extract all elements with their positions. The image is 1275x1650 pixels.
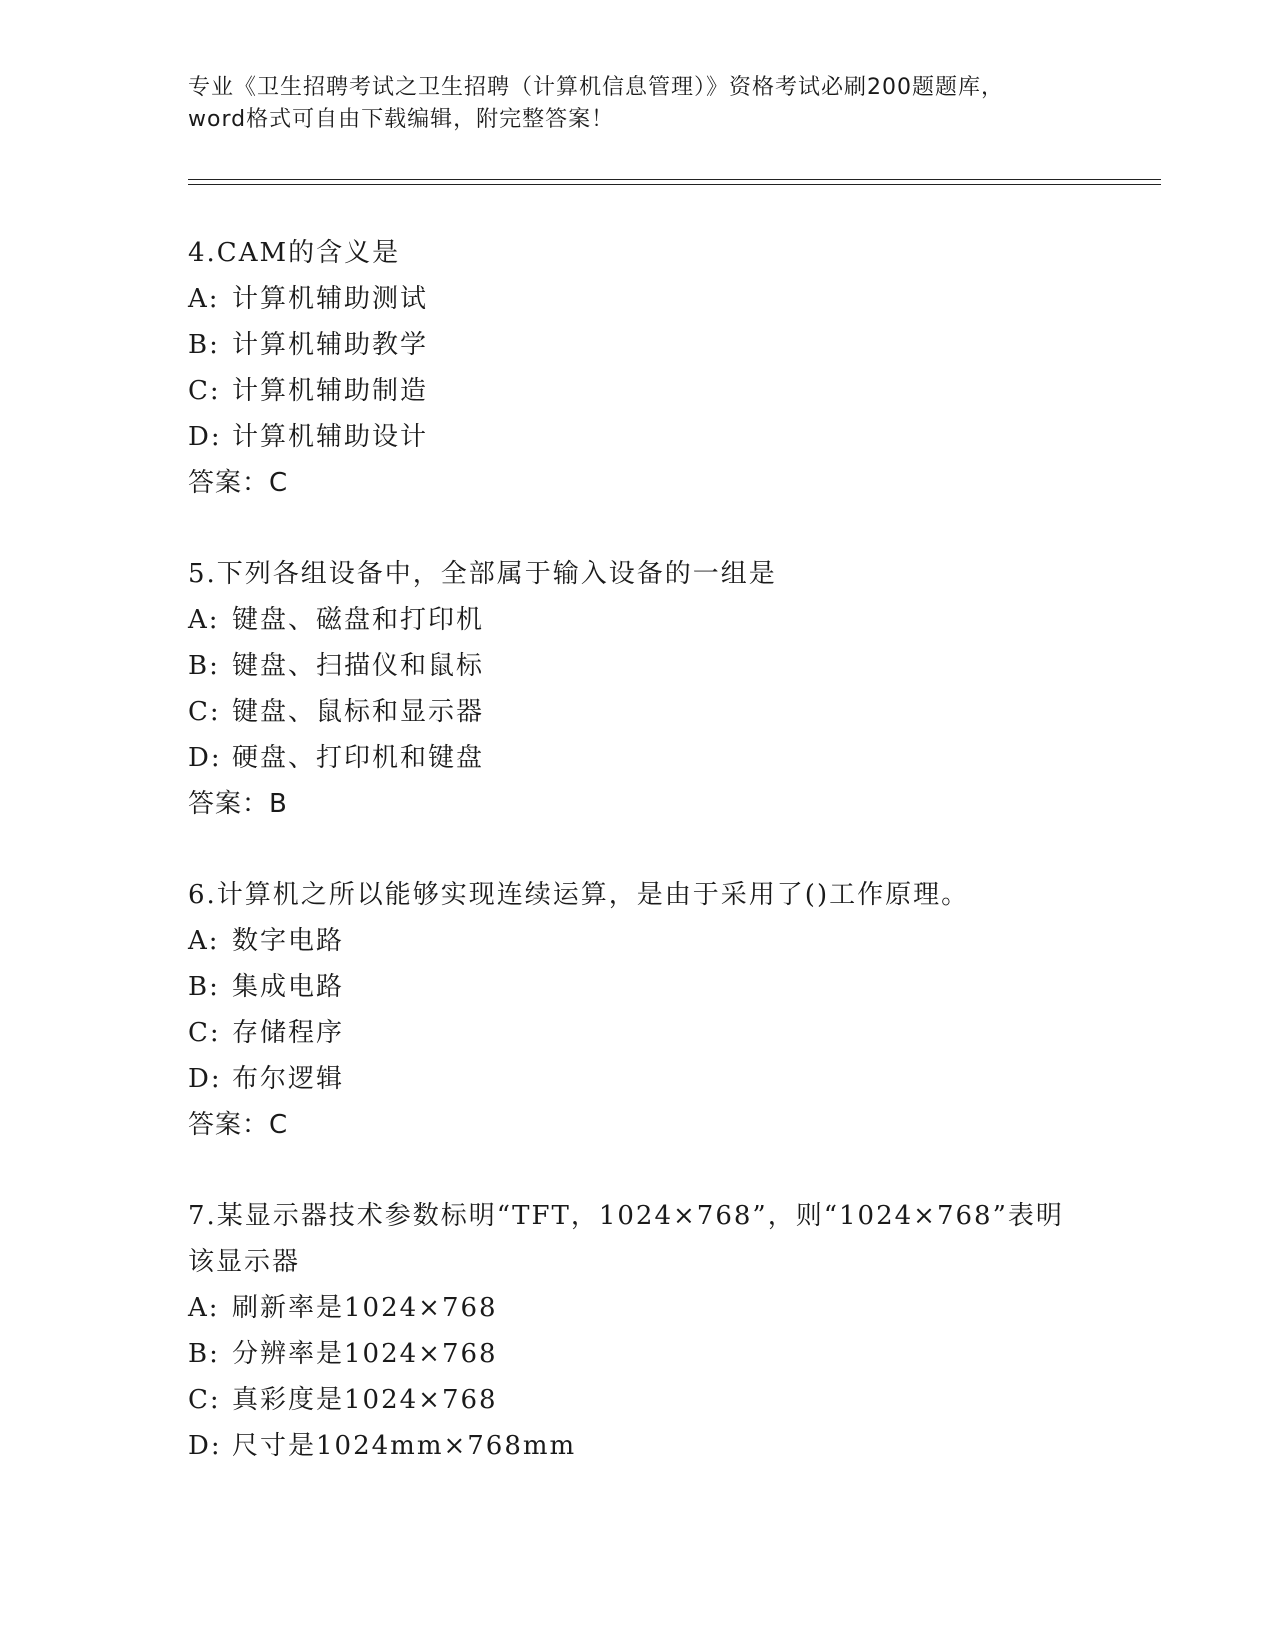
answer: 答案：C [188, 1110, 289, 1140]
option-text: 数字电路 [232, 926, 345, 956]
option-letter: D: [188, 422, 222, 452]
option-letter: A: [188, 926, 220, 956]
option-text: 集成电路 [232, 972, 345, 1002]
option-c [188, 689, 1088, 735]
option-text: 尺寸是1024mm×768mm [232, 1431, 577, 1461]
question-text: 4.CAM的含义是 [188, 238, 401, 268]
option-letter: C: [188, 376, 221, 406]
option-b [188, 643, 1088, 689]
option-text: 硬盘、打印机和键盘 [232, 743, 485, 773]
option-letter: C: [188, 1018, 221, 1048]
option-text: 键盘、鼠标和显示器 [232, 697, 485, 727]
header-line-1: 专业《卫生招聘考试之卫生招聘（计算机信息管理）》资格考试必刷200题题库， [188, 75, 1004, 100]
question-6 [188, 872, 1088, 1148]
option-letter: B: [188, 330, 220, 360]
option-b [188, 964, 1088, 1010]
option-c [188, 368, 1088, 414]
option-text: 真彩度是1024×768 [232, 1385, 498, 1415]
question-text: 5.下列各组设备中，全部属于输入设备的一组是 [188, 559, 777, 589]
option-b [188, 1331, 1088, 1377]
option-text: 布尔逻辑 [232, 1064, 345, 1094]
option-a [188, 1285, 1088, 1331]
option-letter: B: [188, 972, 220, 1002]
header-line-2: word格式可自由下载编辑，附完整答案！ [188, 107, 615, 132]
answer: 答案：C [188, 468, 289, 498]
question-text: 6.计算机之所以能够实现连续运算，是由于采用了()工作原理。 [188, 880, 970, 910]
option-text: 计算机辅助设计 [232, 422, 429, 452]
option-letter: C: [188, 697, 221, 727]
option-letter: A: [188, 1293, 220, 1323]
option-letter: D: [188, 1064, 222, 1094]
answer: 答案：B [188, 789, 288, 819]
document-header [188, 72, 1088, 136]
header-divider-bottom [188, 184, 1161, 185]
option-c [188, 1010, 1088, 1056]
option-d [188, 735, 1088, 781]
option-letter: A: [188, 284, 220, 314]
option-text: 计算机辅助教学 [232, 330, 429, 360]
option-c [188, 1377, 1088, 1423]
option-b [188, 322, 1088, 368]
option-letter: D: [188, 743, 222, 773]
option-text: 键盘、磁盘和打印机 [232, 605, 485, 635]
option-letter: A: [188, 605, 220, 635]
question-7 [188, 1193, 1088, 1469]
option-text: 分辨率是1024×768 [232, 1339, 498, 1369]
option-a [188, 276, 1088, 322]
option-letter: D: [188, 1431, 222, 1461]
question-5 [188, 551, 1088, 827]
option-text: 键盘、扫描仪和鼠标 [232, 651, 485, 681]
option-a [188, 597, 1088, 643]
option-text: 存储程序 [232, 1018, 345, 1048]
question-4 [188, 230, 1088, 506]
header-divider-top [188, 179, 1161, 180]
option-text: 刷新率是1024×768 [232, 1293, 498, 1323]
option-letter: B: [188, 651, 220, 681]
option-a [188, 918, 1088, 964]
option-d [188, 1056, 1088, 1102]
option-d [188, 414, 1088, 460]
option-d [188, 1423, 1088, 1469]
option-letter: C: [188, 1385, 221, 1415]
option-text: 计算机辅助测试 [232, 284, 429, 314]
option-text: 计算机辅助制造 [232, 376, 429, 406]
question-text: 7.某显示器技术参数标明“TFT，1024×768”，则“1024×768”表明该显示器 [188, 1201, 1064, 1277]
option-letter: B: [188, 1339, 220, 1369]
